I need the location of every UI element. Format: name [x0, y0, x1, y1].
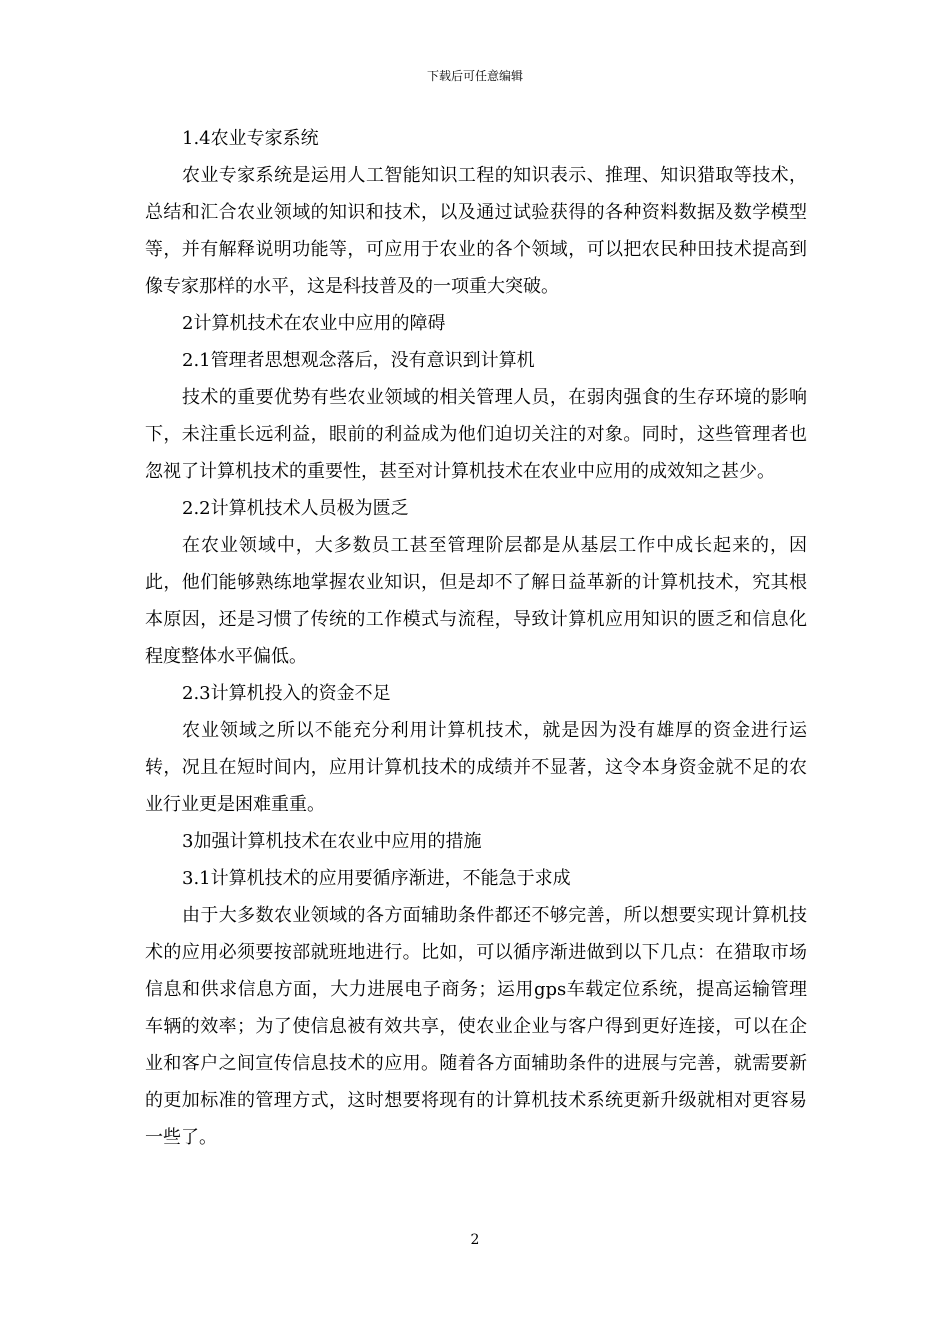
document-body — [145, 120, 807, 1156]
page-number: 2 — [470, 1232, 480, 1248]
body-paragraph: 技术的重要优势有些农业领域的相关管理人员，在弱肉强食的生存环境的影响下，未注重长远利益，眼前的利益成为他们迫切关注的对象。同时，这些管理者也忽视了计算机技术的重要性，甚至对计算机技术在农业中应用的成效知之甚少。 — [145, 387, 807, 482]
section-heading-2-1: 2.1管理者思想观念落后，没有意识到计算机 — [182, 350, 535, 371]
body-paragraph: 在农业领域中，大多数员工甚至管理阶层都是从基层工作中成长起来的，因此，他们能够熟练地掌握农业知识，但是却不了解日益革新的计算机技术，究其根本原因，还是习惯了传统的工作模式与流程，导致计算机应用知识的匮乏和信息化程度整体水平偏低。 — [145, 535, 807, 667]
section-heading-1-4: 1.4农业专家系统 — [182, 128, 319, 149]
section-heading-2-2: 2.2计算机技术人员极为匮乏 — [182, 498, 409, 519]
body-paragraph: 农业领域之所以不能充分利用计算机技术，就是因为没有雄厚的资金进行运转，况且在短时间内，应用计算机技术的成绩并不显著，这令本身资金就不足的农业行业更是困难重重。 — [145, 720, 807, 815]
page-header: 下载后可任意编辑 — [426, 69, 523, 83]
section-heading-3: 3加强计算机技术在农业中应用的措施 — [182, 831, 482, 852]
body-paragraph: 农业专家系统是运用人工智能知识工程的知识表示、推理、知识猎取等技术，总结和汇合农业领域的知识和技术，以及通过试验获得的各种资料数据及数学模型等，并有解释说明功能等，可应用于农业的各个领域，可以把农民种田技术提高到像专家那样的水平，这是科技普及的一项重大突破。 — [145, 165, 807, 297]
section-heading-3-1: 3.1计算机技术的应用要循序渐进，不能急于求成 — [182, 868, 571, 889]
section-heading-2-3: 2.3计算机投入的资金不足 — [182, 683, 391, 704]
body-paragraph: 由于大多数农业领域的各方面辅助条件都还不够完善，所以想要实现计算机技术的应用必须要按部就班地进行。比如，可以循序渐进做到以下几点：在猎取市场信息和供求信息方面，大力进展电子商务；运用gps车载定位系统，提高运输管理车辆的效率；为了使信息被有效共享，使农业企业与客户得到更好连接，可以在企业和客户之间宣传信息技术的应用。随着各方面辅助条件的进展与完善，就需要新的更加标准的管理方式，这时想要将现有的计算机技术系统更新升级就相对更容易一些了。 — [145, 905, 807, 1148]
section-heading-2: 2计算机技术在农业中应用的障碍 — [182, 313, 446, 334]
